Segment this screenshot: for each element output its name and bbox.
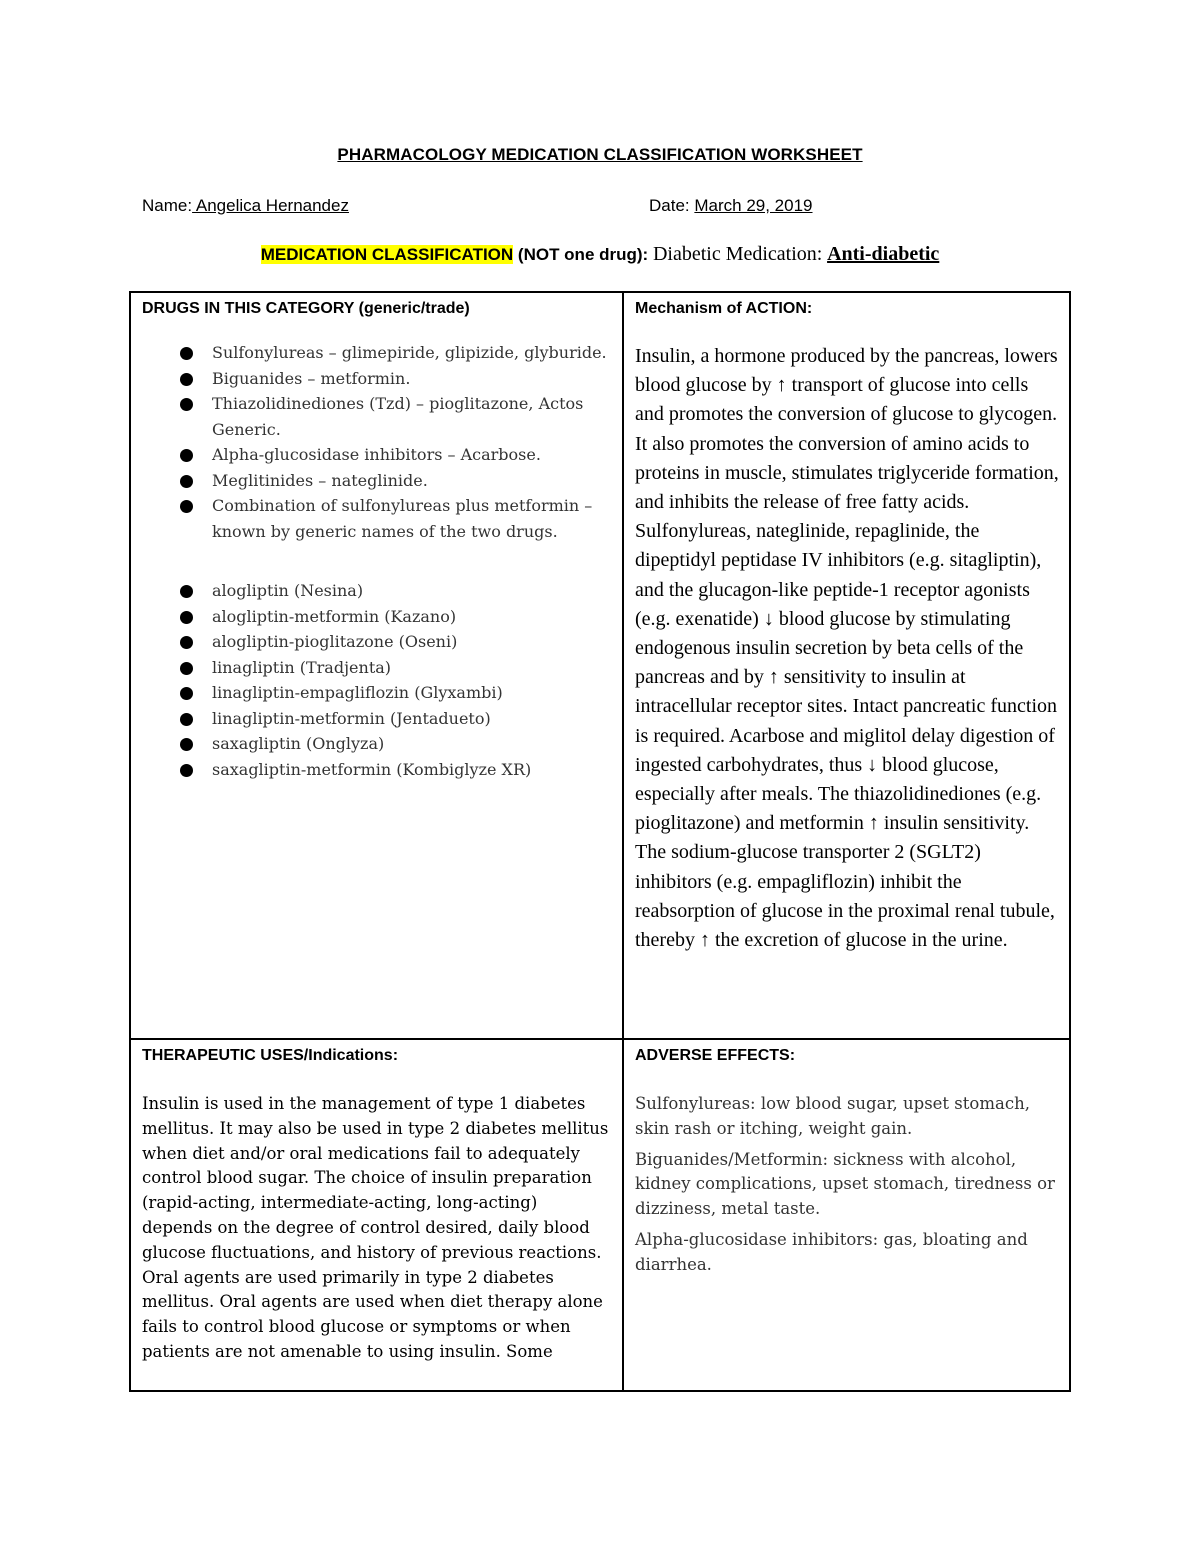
list-item: linagliptin (Tradjenta) xyxy=(142,655,612,681)
adverse-item: Alpha-glucosidase inhibitors: gas, bloating and diarrhea. xyxy=(635,1229,1028,1274)
mechanism-heading: Mechanism of ACTION: xyxy=(635,300,813,317)
classification-note: (NOT one drug): xyxy=(517,245,649,264)
classification-line xyxy=(0,243,1200,266)
list-item: saxagliptin-metformin (Kombiglyze XR) xyxy=(142,757,612,783)
adverse-list xyxy=(635,1092,1059,1278)
drug-list-primary xyxy=(142,340,612,544)
name-value: Angelica Hernandez xyxy=(192,196,349,215)
list-item: Thiazolidinediones (Tzd) – pioglitazone, Actos Generic. xyxy=(142,391,612,442)
drugs-cell xyxy=(130,292,623,1039)
mechanism-text: Insulin, a hormone produced by the pancreas, lowers blood glucose by ↑ transport of glucose into cells and promotes the conversion of glucose to glycogen. It also promotes the conversion of amino acids to proteins in muscle, stimulates triglyceride formation, and inhibits the release of free fatty acids. Sulfonylureas, nateglinide, repaglinide, the dipeptidyl peptidase IV inhibitors (e.g. sitagliptin), and the glucagon-like peptide-1 receptor agonists (e.g. exenatide) ↓ blood glucose by stimulating endogenous insulin secretion by beta cells of the pancreas and by ↑ sensitivity to insulin at intracellular receptor sites. Intact pancreatic function is required. Acarbose and miglitol delay digestion of ingested carbohydrates, thus ↓ blood glucose, especially after meals. The thiazolidinediones (e.g. pioglitazone) and metformin ↑ insulin sensitivity. The sodium-glucose transporter 2 (SGLT2) inhibitors (e.g. empagliflozin) inhibit the reabsorption of glucose in the proximal renal tubule, thereby ↑ the excretion of glucose in the urine. xyxy=(635,345,1059,952)
classification-label: MEDICATION CLASSIFICATION xyxy=(260,245,514,264)
uses-text: Insulin is used in the management of type 1 diabetes mellitus. It may also be used in type 2 diabetes mellitus when diet and/or oral medications fail to adequately control blood sugar. The choice of insulin preparation (rapid-acting, intermediate-acting, long-acting) depends on the degree of control desired, daily blood glucose fluctuations, and history of previous reactions. Oral agents are used primarily in type 2 diabetes mellitus. Oral agents are used when diet therapy alone fails to control blood glucose or symptoms or when patients are not amenable to using insulin. Some xyxy=(142,1094,609,1361)
list-item: alogliptin-metformin (Kazano) xyxy=(142,604,612,630)
mechanism-cell xyxy=(623,292,1070,1039)
list-item: saxagliptin (Onglyza) xyxy=(142,731,612,757)
adverse-item: Sulfonylureas: low blood sugar, upset stomach, skin rash or itching, weight gain. xyxy=(635,1094,1030,1138)
classification-value-bold: Anti-diabetic xyxy=(827,243,940,265)
adverse-heading: ADVERSE EFFECTS: xyxy=(635,1047,796,1064)
uses-heading: THERAPEUTIC USES/Indications: xyxy=(142,1047,399,1064)
name-label: Name: xyxy=(142,196,193,215)
date-value: March 29, 2019 xyxy=(694,196,813,215)
adverse-item: Biguanides/Metformin: sickness with alcohol, kidney complications, upset stomach, tiredness or dizziness, metal taste. xyxy=(635,1149,1055,1219)
list-item: Sulfonylureas – glimepiride, glipizide, glyburide. xyxy=(142,340,612,366)
date-line xyxy=(649,196,813,216)
list-item: linagliptin-empagliflozin (Glyxambi) xyxy=(142,680,612,706)
list-item: linagliptin-metformin (Jentadueto) xyxy=(142,706,612,732)
uses-cell xyxy=(130,1039,623,1391)
list-item: Meglitinides – nateglinide. xyxy=(142,468,612,494)
worksheet-table xyxy=(129,291,1071,1392)
drugs-heading: DRUGS IN THIS CATEGORY (generic/trade) xyxy=(142,300,470,317)
name-line xyxy=(142,196,349,216)
drug-list-secondary xyxy=(142,578,612,782)
adverse-cell xyxy=(623,1039,1070,1391)
list-item: Combination of sulfonylureas plus metformin – known by generic names of the two drugs. xyxy=(142,493,612,544)
classification-value: Diabetic Medication: xyxy=(652,243,823,265)
date-label: Date: xyxy=(649,196,690,215)
worksheet-title: PHARMACOLOGY MEDICATION CLASSIFICATION WORKSHEET xyxy=(337,145,863,164)
list-item: alogliptin (Nesina) xyxy=(142,578,612,604)
list-item: Biguanides – metformin. xyxy=(142,366,612,392)
list-item: alogliptin-pioglitazone (Oseni) xyxy=(142,629,612,655)
list-item: Alpha-glucosidase inhibitors – Acarbose. xyxy=(142,442,612,468)
